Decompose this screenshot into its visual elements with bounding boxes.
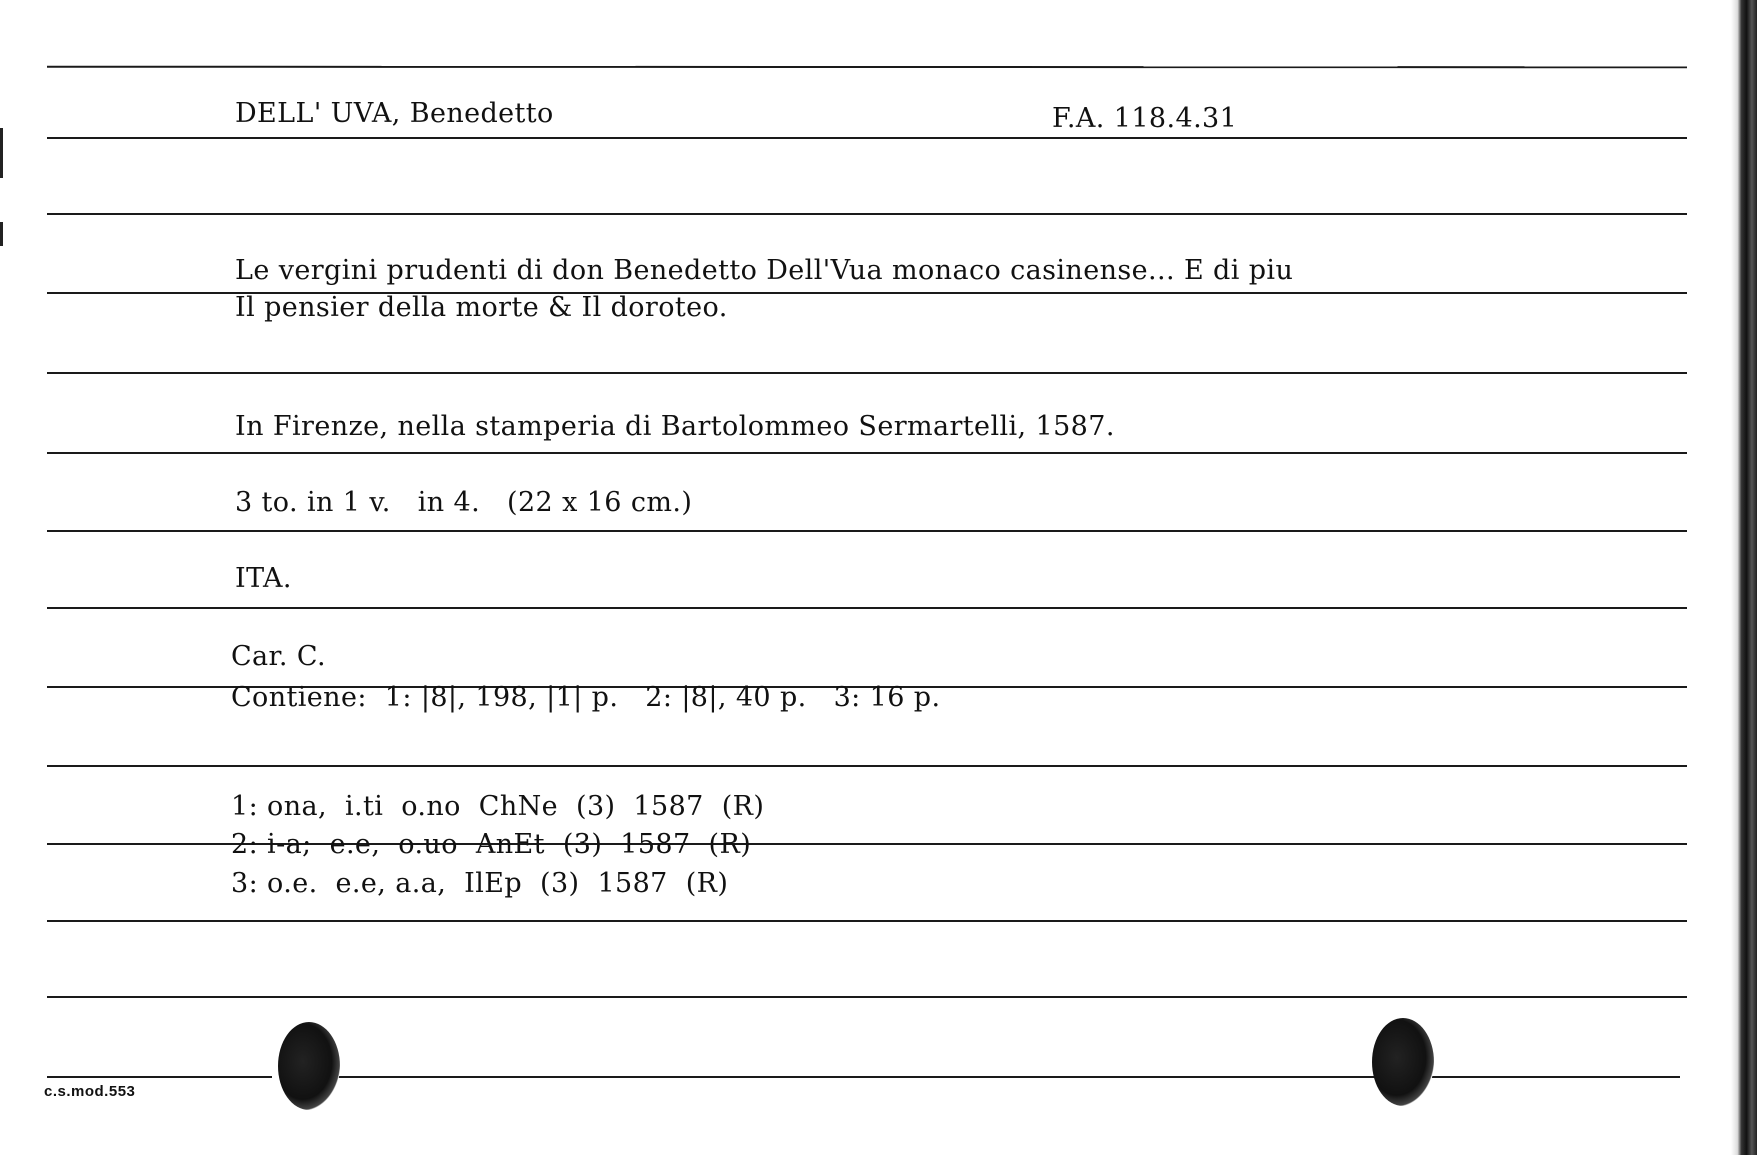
fingerprint-2: 2: i-a; e.e, o.uo AnEt (3) 1587 (R)	[231, 829, 752, 860]
contents-note: Contiene: 1: |8|, 198, |1| p. 2: |8|, 40 p. 3: 16 p.	[231, 682, 941, 713]
punch-hole-left	[278, 1022, 340, 1110]
punch-hole-right	[1372, 1018, 1434, 1106]
edge-mark	[0, 222, 3, 246]
type-note: Car. C.	[231, 641, 326, 672]
author-heading: DELL' UVA, Benedetto	[235, 98, 554, 129]
rule-line	[47, 996, 1687, 998]
title-line-1: Le vergini prudenti di don Benedetto Dell'Vua monaco casinense... E di piu	[235, 255, 1294, 286]
rule-line	[290, 1076, 1680, 1078]
rule-line	[47, 213, 1687, 215]
rule-line	[47, 765, 1687, 767]
title-line-2: Il pensier della morte & Il doroteo.	[235, 292, 728, 323]
rule-line	[47, 1076, 272, 1078]
physical-description: 3 to. in 1 v. in 4. (22 x 16 cm.)	[235, 487, 693, 518]
edge-mark	[0, 128, 3, 178]
shelfmark: F.A. 118.4.31	[1052, 103, 1238, 134]
form-code: c.s.mod.553	[44, 1083, 136, 1100]
language-code: ITA.	[235, 563, 292, 594]
rule-line	[47, 452, 1687, 454]
rule-line	[47, 137, 1687, 139]
fingerprint-3: 3: o.e. e.e, a.a, IlEp (3) 1587 (R)	[231, 868, 729, 899]
rule-line	[47, 920, 1687, 922]
rule-line	[47, 530, 1687, 532]
rule-line	[47, 66, 1687, 69]
imprint: In Firenze, nella stamperia di Bartolommeo Sermartelli, 1587.	[235, 411, 1115, 442]
rule-line	[47, 607, 1687, 609]
rule-line	[47, 372, 1687, 374]
card-edge-shadow	[1731, 0, 1757, 1155]
fingerprint-1: 1: ona, i.ti o.no ChNe (3) 1587 (R)	[231, 791, 765, 822]
